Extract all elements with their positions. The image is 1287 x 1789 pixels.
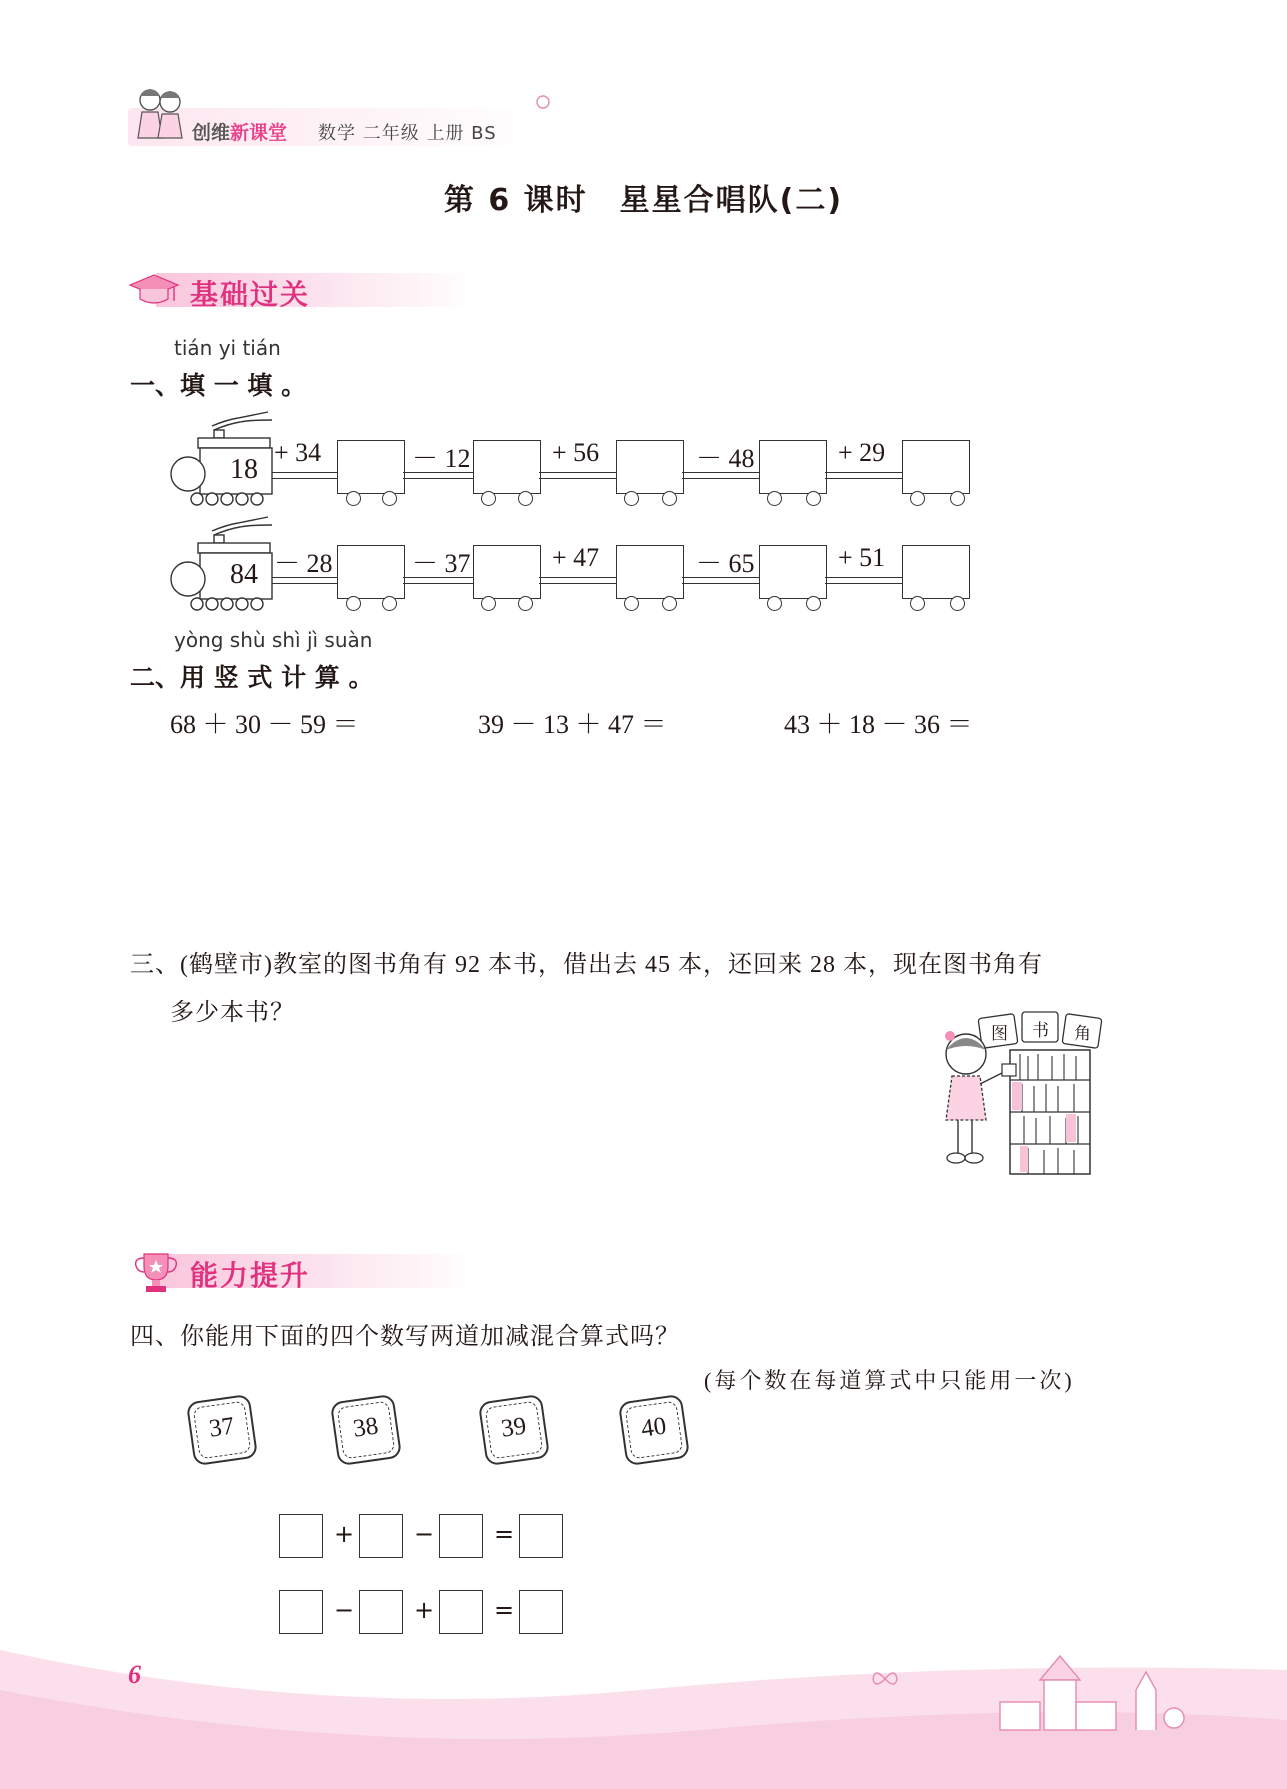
card-value: 40 (639, 1412, 668, 1443)
wheel (346, 491, 361, 506)
train-1-car-2[interactable] (473, 440, 541, 494)
wheel (346, 596, 361, 611)
equation-1-blank-2[interactable] (359, 1514, 403, 1558)
train-1 (168, 410, 988, 510)
train-1-op-2: － 12 (412, 444, 471, 473)
q2-pinyin: yòng shù shì jì suàn (174, 628, 373, 652)
wheel (767, 596, 782, 611)
rail (825, 577, 902, 584)
train-1-start-number: 18 (230, 454, 258, 485)
number-card-2 (330, 1394, 402, 1466)
equation-1-blank-4[interactable] (519, 1514, 563, 1558)
wheel (767, 491, 782, 506)
wheel (382, 596, 397, 611)
train-1-car-4[interactable] (759, 440, 827, 494)
rail (539, 472, 616, 479)
number-card-4 (618, 1394, 690, 1466)
train-1-op-1: + 34 (274, 438, 322, 467)
q2-expression-1: 68 ＋ 30 － 59 ＝ (170, 710, 359, 739)
reading-corner-illustration (928, 1008, 1138, 1178)
rail (539, 577, 616, 584)
header-brand (192, 118, 287, 145)
train-2-car-2[interactable] (473, 545, 541, 599)
wheel (950, 491, 965, 506)
q4-heading: 四、你能用下面的四个数写两道加减混合算式吗？ (130, 1324, 680, 1350)
q2-heading: 二、用 竖 式 计 算 。 (130, 663, 374, 692)
equation-1-blank-1[interactable] (279, 1514, 323, 1558)
card-value: 37 (207, 1412, 236, 1443)
equation-1-blank-3[interactable] (439, 1514, 483, 1558)
wheel (382, 491, 397, 506)
train-2-car-3[interactable] (616, 545, 684, 599)
train-2-car-5[interactable] (902, 545, 970, 599)
wheel (662, 596, 677, 611)
q2-expression-3: 43 ＋ 18 － 36 ＝ (784, 710, 973, 739)
q1-heading: 一、填 一 填 。 (130, 371, 307, 400)
wheel (518, 596, 533, 611)
wheel (518, 491, 533, 506)
wheel (662, 491, 677, 506)
section-label: 基础过关 (190, 278, 311, 311)
section-label: 能力提升 (190, 1259, 311, 1292)
locomotive-icon (168, 410, 278, 506)
card-value: 38 (351, 1412, 380, 1443)
brand-prefix: 创维 (192, 122, 231, 144)
train-2-car-1[interactable] (337, 545, 405, 599)
equation-1-op-1: + (334, 1520, 355, 1548)
train-2-car-4[interactable] (759, 545, 827, 599)
wheel (481, 491, 496, 506)
wheel (806, 491, 821, 506)
graduation-cap-icon (128, 269, 180, 313)
wheel (481, 596, 496, 611)
number-card-3 (478, 1394, 550, 1466)
train-2-op-2: － 37 (412, 549, 471, 578)
girls-illustration-icon (128, 80, 190, 150)
train-2-start-number: 84 (230, 559, 258, 590)
number-card-1 (186, 1394, 258, 1466)
train-1-op-5: + 29 (838, 438, 886, 467)
brand-highlight: 新课堂 (230, 122, 288, 144)
rail (272, 472, 337, 479)
equation-1-op-2: − (414, 1520, 435, 1548)
wheel (624, 491, 639, 506)
locomotive-icon (168, 515, 278, 611)
wheel (910, 596, 925, 611)
castle-illustration-icon (960, 1650, 1200, 1740)
q3-text-line-1: 三、(鹤壁市)教室的图书角有 92 本书，借出去 45 本，还回来 28 本，现在图书角有 (130, 952, 1043, 978)
q4-note: (每个数在每道算式中只能用一次) (704, 1368, 1075, 1393)
sign-char-1: 图 (991, 1024, 1008, 1044)
q1-pinyin: tián yi tián (174, 336, 281, 360)
page-number: 6 (128, 1660, 141, 1689)
train-2-op-5: + 51 (838, 543, 886, 572)
wheel (950, 596, 965, 611)
train-2-op-3: + 47 (552, 543, 600, 572)
train-1-car-3[interactable] (616, 440, 684, 494)
equation-2-op-1: − (334, 1596, 355, 1624)
train-1-op-4: － 48 (696, 444, 755, 473)
equation-2-op-2: + (414, 1596, 435, 1624)
q2-expression-2: 39 － 13 ＋ 47 ＝ (478, 710, 667, 739)
train-1-car-1[interactable] (337, 440, 405, 494)
wheel (624, 596, 639, 611)
sign-char-2: 书 (1032, 1021, 1049, 1041)
section-banner-basic (128, 267, 488, 311)
rail (825, 472, 902, 479)
train-2-op-1: － 28 (274, 549, 333, 578)
q3-text-line-2: 多少本书？ (170, 1000, 295, 1026)
header-meta: 数学 二年级 上册 BS (318, 123, 497, 144)
wheel (806, 596, 821, 611)
section-banner-advanced (128, 1248, 488, 1292)
trophy-icon (132, 1250, 180, 1294)
lesson-title: 第 6 课时 星星合唱队(二) (443, 183, 844, 218)
flower-icon (533, 92, 553, 112)
card-value: 39 (499, 1412, 528, 1443)
train-1-op-3: + 56 (552, 438, 600, 467)
butterfly-icon (872, 1668, 898, 1690)
train-1-car-5[interactable] (902, 440, 970, 494)
wheel (910, 491, 925, 506)
equation-2-op-3: = (494, 1596, 515, 1624)
train-2-op-4: － 65 (696, 549, 755, 578)
sign-char-3: 角 (1074, 1024, 1091, 1044)
train-2 (168, 515, 988, 615)
equation-1-op-3: = (494, 1520, 515, 1548)
